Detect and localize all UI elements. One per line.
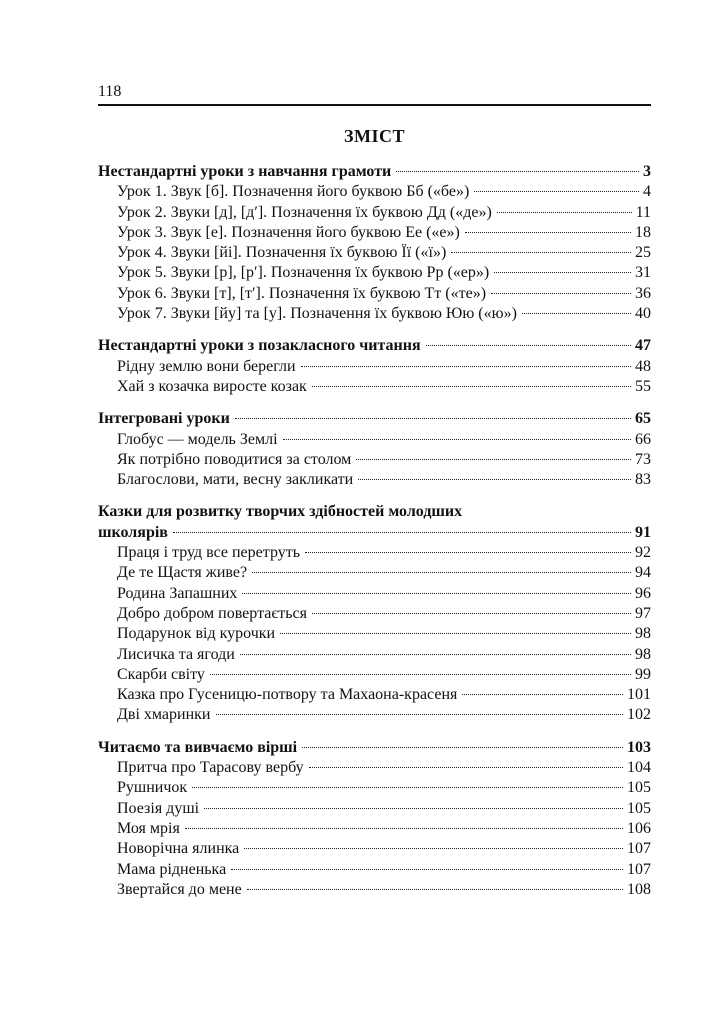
dot-leader bbox=[312, 613, 631, 614]
toc-page-number: 96 bbox=[635, 584, 651, 602]
toc-page-number: 103 bbox=[627, 738, 651, 756]
toc-entry[interactable] bbox=[98, 304, 651, 324]
toc-page-number: 107 bbox=[627, 840, 651, 858]
toc-section-heading[interactable] bbox=[98, 336, 651, 356]
toc-entry[interactable] bbox=[98, 758, 651, 778]
toc-entry-title: Урок 4. Звуки [йі]. Позначення їх буквою Її («ї») bbox=[117, 244, 447, 262]
toc-page-number: 94 bbox=[635, 564, 651, 582]
toc-entry-title: Хай з козачка виросте козак bbox=[117, 377, 307, 395]
dot-leader bbox=[244, 848, 623, 849]
dot-leader bbox=[210, 674, 631, 675]
toc-entry-title: Урок 6. Звуки [т], [т′]. Позначення їх буквою Тт («те») bbox=[117, 284, 487, 302]
dot-leader bbox=[474, 191, 639, 192]
toc-section-heading[interactable] bbox=[98, 409, 651, 429]
dot-leader bbox=[252, 572, 631, 573]
dot-leader bbox=[301, 366, 631, 367]
toc-entry-title: Рушничок bbox=[117, 779, 188, 797]
toc-entry[interactable] bbox=[98, 685, 651, 705]
toc-page-number: 105 bbox=[627, 799, 651, 817]
toc-entry-title: Моя мрія bbox=[117, 819, 180, 837]
dot-leader bbox=[522, 313, 631, 314]
toc-entry[interactable] bbox=[98, 778, 651, 798]
toc-section bbox=[98, 738, 651, 900]
toc-entry[interactable] bbox=[98, 470, 651, 490]
toc-page-number: 48 bbox=[635, 357, 651, 375]
toc-heading-line: Казки для розвитку творчих здібностей молодших bbox=[98, 503, 463, 521]
toc-page-number: 40 bbox=[635, 305, 651, 323]
toc-page-number: 55 bbox=[635, 377, 651, 395]
dot-leader bbox=[173, 532, 631, 533]
toc-entry[interactable] bbox=[98, 705, 651, 725]
dot-leader bbox=[185, 828, 623, 829]
toc-entry-title: Подарунок від курочки bbox=[117, 625, 276, 643]
page-number: 118 bbox=[98, 83, 122, 100]
toc-page-number: 101 bbox=[627, 686, 651, 704]
dot-leader bbox=[280, 633, 631, 634]
dot-leader bbox=[462, 694, 623, 695]
toc-entry[interactable] bbox=[98, 182, 651, 202]
dot-leader bbox=[204, 808, 623, 809]
dot-leader bbox=[494, 272, 631, 273]
dot-leader bbox=[231, 869, 623, 870]
toc-entry[interactable] bbox=[98, 450, 651, 470]
toc-entry[interactable] bbox=[98, 645, 651, 665]
toc-entry-title: Родина Запашних bbox=[117, 584, 238, 602]
toc-page-number: 25 bbox=[635, 244, 651, 262]
toc-entry-title: Урок 2. Звуки [д], [д′]. Позначення їх буквою Дд («де») bbox=[117, 203, 492, 221]
toc-entry-title: Добро добром повертається bbox=[117, 604, 307, 622]
dot-leader bbox=[426, 345, 631, 346]
toc-entry[interactable] bbox=[98, 223, 651, 243]
toc-entry[interactable] bbox=[98, 819, 651, 839]
toc-page-number: 36 bbox=[635, 284, 651, 302]
toc-entry-title: Мама рідненька bbox=[117, 860, 227, 878]
toc-page-number: 83 bbox=[635, 471, 651, 489]
toc-entry[interactable] bbox=[98, 860, 651, 880]
toc-page-number: 91 bbox=[635, 523, 651, 541]
toc-page-number: 98 bbox=[635, 625, 651, 643]
dot-leader bbox=[465, 232, 631, 233]
toc-entry-title: Благослови, мати, весну закликати bbox=[117, 471, 354, 489]
toc-entry-title: Лисичка та ягоди bbox=[117, 645, 235, 663]
toc-entry-title: Урок 3. Звук [е]. Позначення його буквою Ее («е») bbox=[117, 223, 460, 241]
toc-entry[interactable] bbox=[98, 563, 651, 583]
toc-entry[interactable] bbox=[98, 543, 651, 563]
toc-entry-title: Поезія душі bbox=[117, 799, 200, 817]
toc-page-number: 92 bbox=[635, 544, 651, 562]
toc-entry-title: Як потрібно поводитися за столом bbox=[117, 450, 352, 468]
toc-section bbox=[98, 162, 651, 324]
toc-entry[interactable] bbox=[98, 839, 651, 859]
toc-entry-title: Де те Щастя живе? bbox=[117, 564, 248, 582]
dot-leader bbox=[242, 593, 631, 594]
toc-entry[interactable] bbox=[98, 377, 651, 397]
toc-entry-title: Урок 1. Звук [б]. Позначення його буквою Бб («бе») bbox=[117, 183, 470, 201]
toc-page-number: 105 bbox=[627, 779, 651, 797]
dot-leader bbox=[283, 439, 631, 440]
toc-entry-title: Глобус — модель Землі bbox=[117, 430, 278, 448]
toc-page-number: 4 bbox=[643, 183, 651, 201]
toc-entry[interactable] bbox=[98, 584, 651, 604]
dot-leader bbox=[356, 459, 631, 460]
page-title: ЗМІСТ bbox=[344, 126, 405, 146]
toc-entry-title: Дві хмаринки bbox=[117, 706, 211, 724]
toc-section bbox=[98, 502, 651, 725]
toc-entry[interactable] bbox=[98, 284, 651, 304]
toc-entry-title: Звертайся до мене bbox=[117, 880, 242, 898]
dot-leader bbox=[309, 767, 623, 768]
dot-leader bbox=[396, 171, 639, 172]
toc-heading-title: школярів bbox=[98, 523, 168, 541]
toc-page-number: 11 bbox=[635, 203, 651, 221]
dot-leader bbox=[451, 252, 631, 253]
dot-leader bbox=[240, 654, 631, 655]
toc-page-number: 104 bbox=[627, 759, 651, 777]
dot-leader bbox=[312, 386, 631, 387]
toc-page-number: 99 bbox=[635, 665, 651, 683]
dot-leader bbox=[302, 747, 623, 748]
toc-entry[interactable] bbox=[98, 880, 651, 900]
toc-entry[interactable] bbox=[98, 243, 651, 263]
toc-entry-title: Притча про Тарасову вербу bbox=[117, 759, 304, 777]
toc-page-number: 31 bbox=[635, 264, 651, 282]
toc-entry[interactable] bbox=[98, 357, 651, 377]
dot-leader bbox=[305, 552, 631, 553]
dot-leader bbox=[192, 787, 623, 788]
toc-section-heading[interactable] bbox=[98, 738, 651, 758]
toc-entry[interactable] bbox=[98, 430, 651, 450]
dot-leader bbox=[235, 418, 631, 419]
toc-entry-title: Праця і труд все перетруть bbox=[117, 544, 301, 562]
toc-page-number: 73 bbox=[635, 450, 651, 468]
toc-page-number: 47 bbox=[635, 337, 651, 355]
toc-page-number: 3 bbox=[643, 163, 651, 180]
toc-page-number: 65 bbox=[635, 410, 651, 428]
toc-entry[interactable] bbox=[98, 263, 651, 283]
toc-page-number: 66 bbox=[635, 430, 651, 448]
toc-entry[interactable] bbox=[98, 665, 651, 685]
toc-entry[interactable] bbox=[98, 604, 651, 624]
dot-leader bbox=[497, 212, 632, 213]
toc-heading-title: Нестандартні уроки з навчання грамоти bbox=[98, 163, 392, 180]
toc-page-number: 106 bbox=[627, 819, 651, 837]
toc-page-number: 98 bbox=[635, 645, 651, 663]
toc-page-number: 108 bbox=[627, 880, 651, 898]
toc-section-heading[interactable] bbox=[98, 162, 651, 182]
toc-entry-title: Урок 7. Звуки [йу] та [у]. Позначення їх буквою Юю («ю») bbox=[117, 305, 517, 323]
toc-heading-title: Читаємо та вивчаємо вірші bbox=[98, 738, 298, 756]
toc-entry-title: Новорічна ялинка bbox=[117, 840, 240, 858]
toc-page-number: 18 bbox=[635, 223, 651, 241]
toc-heading-title: Інтегровані уроки bbox=[98, 410, 230, 428]
toc-entry[interactable] bbox=[98, 203, 651, 223]
page-header bbox=[98, 82, 651, 106]
toc-page-number: 107 bbox=[627, 860, 651, 878]
toc-page-number: 102 bbox=[627, 706, 651, 724]
dot-leader bbox=[247, 889, 623, 890]
toc-page-number: 97 bbox=[635, 604, 651, 622]
toc-entry-title: Урок 5. Звуки [р], [р′]. Позначення їх буквою Рр («ер») bbox=[117, 264, 490, 282]
toc-section-heading[interactable] bbox=[98, 523, 651, 543]
table-of-contents bbox=[98, 162, 651, 912]
toc-entry[interactable] bbox=[98, 799, 651, 819]
dot-leader bbox=[216, 714, 624, 715]
dot-leader bbox=[491, 293, 631, 294]
toc-entry[interactable] bbox=[98, 624, 651, 644]
toc-section bbox=[98, 336, 651, 397]
dot-leader bbox=[358, 479, 631, 480]
toc-entry-title: Казка про Гусеницю-потвору та Махаона-красеня bbox=[117, 686, 458, 704]
toc-entry-title: Скарби світу bbox=[117, 665, 205, 683]
toc-heading-title: Нестандартні уроки з позакласного читання bbox=[98, 337, 421, 355]
toc-section bbox=[98, 409, 651, 490]
toc-entry-title: Рідну землю вони берегли bbox=[117, 357, 296, 375]
